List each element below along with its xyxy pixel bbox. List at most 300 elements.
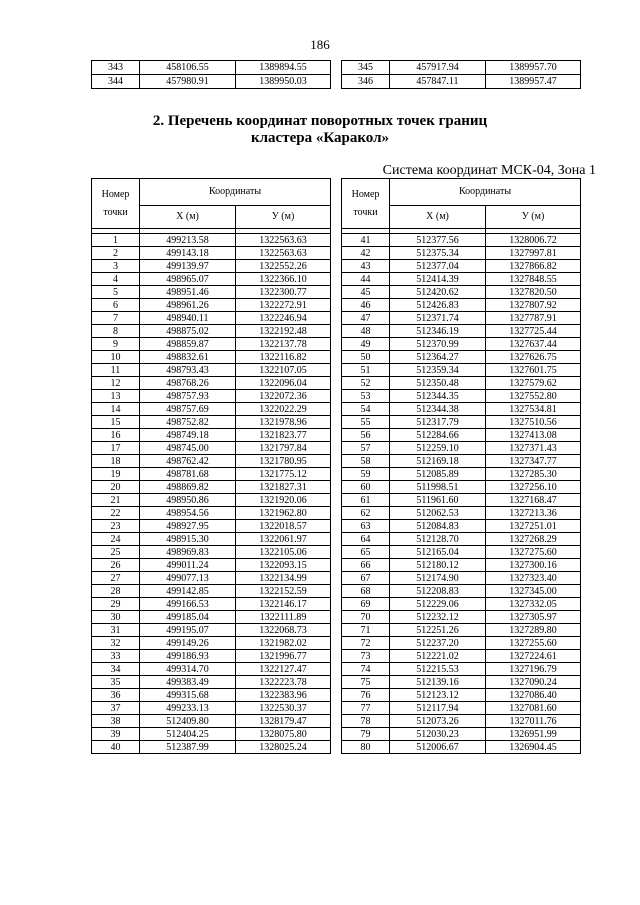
table-row	[92, 260, 331, 273]
point-number-cell: 69	[342, 598, 390, 611]
x-coordinate-cell: 512359.34	[390, 364, 486, 377]
point-number-cell: 32	[92, 637, 140, 650]
table-row	[92, 741, 331, 754]
x-coordinate-cell: 512259.10	[390, 442, 486, 455]
y-coordinate-cell: 1327081.60	[486, 702, 581, 715]
y-coordinate-cell: 1322116.82	[236, 351, 331, 364]
x-coordinate-cell: 512117.94	[390, 702, 486, 715]
point-number-cell: 27	[92, 572, 140, 585]
point-number-cell: 43	[342, 260, 390, 273]
table-row	[92, 286, 331, 299]
y-coordinate-cell: 1327787.91	[486, 312, 581, 325]
point-number-cell: 28	[92, 585, 140, 598]
x-coordinate-cell: 512139.16	[390, 676, 486, 689]
x-coordinate-cell: 498869.82	[140, 481, 236, 494]
table-row	[342, 429, 581, 442]
x-coordinate-cell: 512221.02	[390, 650, 486, 663]
x-coordinate-cell: 512215.53	[390, 663, 486, 676]
point-number-cell: 2	[92, 247, 140, 260]
x-coordinate-cell: 512251.26	[390, 624, 486, 637]
y-coordinate-cell: 1327347.77	[486, 455, 581, 468]
x-coordinate-cell: 499383.49	[140, 676, 236, 689]
point-number-cell: 71	[342, 624, 390, 637]
y-coordinate-cell: 1322530.37	[236, 702, 331, 715]
x-coordinate-cell: 512346.19	[390, 325, 486, 338]
table-row	[342, 585, 581, 598]
x-coordinate-cell: 498793.43	[140, 364, 236, 377]
table-row	[92, 494, 331, 507]
point-number-cell: 53	[342, 390, 390, 403]
x-coordinate-cell: 498745.00	[140, 442, 236, 455]
x-coordinate-cell: 499315.68	[140, 689, 236, 702]
table-row	[92, 585, 331, 598]
y-coordinate-cell: 1322383.96	[236, 689, 331, 702]
y-coordinate-cell: 1327285.30	[486, 468, 581, 481]
table-row	[342, 312, 581, 325]
point-number-cell: 4	[92, 273, 140, 286]
point-number-cell: 6	[92, 299, 140, 312]
point-number-cell: 21	[92, 494, 140, 507]
point-number-cell: 18	[92, 455, 140, 468]
table-row	[92, 676, 331, 689]
x-coordinate-cell: 512377.04	[390, 260, 486, 273]
table-row	[342, 260, 581, 273]
point-number-cell: 35	[92, 676, 140, 689]
document-title	[0, 113, 640, 147]
point-number-cell: 10	[92, 351, 140, 364]
point-number-cell: 74	[342, 663, 390, 676]
x-coordinate-cell: 512375.34	[390, 247, 486, 260]
table-row	[92, 637, 331, 650]
point-number-cell: 44	[342, 273, 390, 286]
header-number-line2: точки	[353, 206, 378, 218]
point-number-cell: 29	[92, 598, 140, 611]
point-number-cell: 346	[342, 75, 390, 89]
x-coordinate-cell: 512180.12	[390, 559, 486, 572]
point-number-cell: 7	[92, 312, 140, 325]
table-row	[342, 741, 581, 754]
point-number-cell: 45	[342, 286, 390, 299]
table-row	[342, 637, 581, 650]
point-number-cell: 55	[342, 416, 390, 429]
y-coordinate-cell: 1321823.77	[236, 429, 331, 442]
header-y: У (м)	[236, 206, 331, 229]
y-coordinate-cell: 1326904.45	[486, 741, 581, 754]
point-number-cell: 56	[342, 429, 390, 442]
y-coordinate-cell: 1321797.84	[236, 442, 331, 455]
header-coordinates: Координаты	[390, 179, 581, 206]
point-number-cell: 11	[92, 364, 140, 377]
point-number-cell: 62	[342, 507, 390, 520]
header-number	[342, 179, 390, 229]
title-line-2: кластера «Каракол»	[250, 130, 390, 146]
table-row	[92, 689, 331, 702]
x-coordinate-cell: 498927.95	[140, 520, 236, 533]
table-row	[92, 312, 331, 325]
table-row	[342, 61, 581, 75]
x-coordinate-cell: 512344.38	[390, 403, 486, 416]
table-row	[92, 481, 331, 494]
header-number	[92, 179, 140, 229]
x-coordinate-cell: 499143.18	[140, 247, 236, 260]
table-row	[92, 247, 331, 260]
y-coordinate-cell: 1322018.57	[236, 520, 331, 533]
point-number-cell: 76	[342, 689, 390, 702]
table-row	[342, 507, 581, 520]
table-row	[92, 390, 331, 403]
y-coordinate-cell: 1326951.99	[486, 728, 581, 741]
point-number-cell: 16	[92, 429, 140, 442]
x-coordinate-cell: 512284.66	[390, 429, 486, 442]
table-row	[342, 689, 581, 702]
table-row	[92, 507, 331, 520]
table-row	[92, 455, 331, 468]
table-row	[92, 598, 331, 611]
header-coordinates: Координаты	[140, 179, 331, 206]
x-coordinate-cell: 511998.51	[390, 481, 486, 494]
y-coordinate-cell: 1322272.91	[236, 299, 331, 312]
y-coordinate-cell: 1328025.24	[236, 741, 331, 754]
x-coordinate-cell: 512165.04	[390, 546, 486, 559]
page-number: 186	[310, 37, 330, 52]
y-coordinate-cell: 1328179.47	[236, 715, 331, 728]
table-row	[92, 572, 331, 585]
x-coordinate-cell: 512409.80	[140, 715, 236, 728]
point-number-cell: 39	[92, 728, 140, 741]
x-coordinate-cell: 498762.42	[140, 455, 236, 468]
point-number-cell: 9	[92, 338, 140, 351]
table-row	[342, 299, 581, 312]
x-coordinate-cell: 498859.87	[140, 338, 236, 351]
table-row	[342, 702, 581, 715]
table-row	[342, 520, 581, 533]
y-coordinate-cell: 1327413.08	[486, 429, 581, 442]
table-row	[92, 299, 331, 312]
point-number-cell: 77	[342, 702, 390, 715]
y-coordinate-cell: 1327305.97	[486, 611, 581, 624]
y-coordinate-cell: 1322146.17	[236, 598, 331, 611]
y-coordinate-cell: 1327820.50	[486, 286, 581, 299]
point-number-cell: 41	[342, 234, 390, 247]
y-coordinate-cell: 1322068.73	[236, 624, 331, 637]
table-row	[92, 325, 331, 338]
table-row	[92, 273, 331, 286]
point-number-cell: 26	[92, 559, 140, 572]
x-coordinate-cell: 498875.02	[140, 325, 236, 338]
header-x: X (м)	[140, 206, 236, 229]
table-row	[92, 715, 331, 728]
x-coordinate-cell: 512006.67	[390, 741, 486, 754]
x-coordinate-cell: 512317.79	[390, 416, 486, 429]
table-row	[342, 455, 581, 468]
point-number-cell: 38	[92, 715, 140, 728]
header-y: У (м)	[486, 206, 581, 229]
point-number-cell: 78	[342, 715, 390, 728]
y-coordinate-cell: 1322152.59	[236, 585, 331, 598]
y-coordinate-cell: 1327323.40	[486, 572, 581, 585]
coordinate-system-label: Система координат МСК-04, Зона 1	[382, 163, 596, 178]
y-coordinate-cell: 1321780.95	[236, 455, 331, 468]
y-coordinate-cell: 1327807.92	[486, 299, 581, 312]
point-number-cell: 79	[342, 728, 390, 741]
y-coordinate-cell: 1328006.72	[486, 234, 581, 247]
y-coordinate-cell: 1322072.36	[236, 390, 331, 403]
table-row	[342, 598, 581, 611]
x-coordinate-cell: 512350.48	[390, 377, 486, 390]
table-row	[92, 338, 331, 351]
header-number-line1: Номер	[351, 188, 380, 200]
point-number-cell: 66	[342, 559, 390, 572]
y-coordinate-cell: 1327086.40	[486, 689, 581, 702]
table-row	[342, 546, 581, 559]
table-row	[342, 559, 581, 572]
x-coordinate-cell: 457917.94	[390, 61, 486, 75]
y-coordinate-cell: 1389957.47	[486, 75, 581, 89]
x-coordinate-cell: 512364.27	[390, 351, 486, 364]
point-number-cell: 72	[342, 637, 390, 650]
table-row	[342, 650, 581, 663]
y-coordinate-cell: 1322096.04	[236, 377, 331, 390]
point-number-cell: 48	[342, 325, 390, 338]
x-coordinate-cell: 498965.07	[140, 273, 236, 286]
table-row	[342, 676, 581, 689]
point-number-cell: 345	[342, 61, 390, 75]
table-row	[342, 390, 581, 403]
y-coordinate-cell: 1321827.31	[236, 481, 331, 494]
table-row	[92, 611, 331, 624]
x-coordinate-cell: 512420.62	[390, 286, 486, 299]
y-coordinate-cell: 1327552.80	[486, 390, 581, 403]
y-coordinate-cell: 1322563.63	[236, 234, 331, 247]
point-number-cell: 49	[342, 338, 390, 351]
y-coordinate-cell: 1322366.10	[236, 273, 331, 286]
y-coordinate-cell: 1327510.56	[486, 416, 581, 429]
point-number-cell: 65	[342, 546, 390, 559]
table-row	[342, 715, 581, 728]
x-coordinate-cell: 512232.12	[390, 611, 486, 624]
x-coordinate-cell: 512229.06	[390, 598, 486, 611]
y-coordinate-cell: 1321920.06	[236, 494, 331, 507]
y-coordinate-cell: 1321996.77	[236, 650, 331, 663]
point-number-cell: 23	[92, 520, 140, 533]
table-row	[92, 403, 331, 416]
x-coordinate-cell: 498951.46	[140, 286, 236, 299]
y-coordinate-cell: 1322137.78	[236, 338, 331, 351]
y-coordinate-cell: 1327251.01	[486, 520, 581, 533]
y-coordinate-cell: 1327300.16	[486, 559, 581, 572]
point-number-cell: 64	[342, 533, 390, 546]
x-coordinate-cell: 498969.83	[140, 546, 236, 559]
coordinates-table-right	[341, 178, 581, 754]
y-coordinate-cell: 1327725.44	[486, 325, 581, 338]
point-number-cell: 344	[92, 75, 140, 89]
point-number-cell: 37	[92, 702, 140, 715]
table-row	[342, 351, 581, 364]
x-coordinate-cell: 512169.18	[390, 455, 486, 468]
y-coordinate-cell: 1322107.05	[236, 364, 331, 377]
point-number-cell: 24	[92, 533, 140, 546]
x-coordinate-cell: 512404.25	[140, 728, 236, 741]
y-coordinate-cell: 1327848.55	[486, 273, 581, 286]
x-coordinate-cell: 512174.90	[390, 572, 486, 585]
x-coordinate-cell: 499314.70	[140, 663, 236, 676]
table-row	[92, 364, 331, 377]
point-number-cell: 60	[342, 481, 390, 494]
x-coordinate-cell: 512387.99	[140, 741, 236, 754]
y-coordinate-cell: 1322134.99	[236, 572, 331, 585]
y-coordinate-cell: 1327275.60	[486, 546, 581, 559]
table-row	[92, 559, 331, 572]
x-coordinate-cell: 512426.83	[390, 299, 486, 312]
point-number-cell: 67	[342, 572, 390, 585]
x-coordinate-cell: 498915.30	[140, 533, 236, 546]
y-coordinate-cell: 1321978.96	[236, 416, 331, 429]
x-coordinate-cell: 499149.26	[140, 637, 236, 650]
y-coordinate-cell: 1327626.75	[486, 351, 581, 364]
top-table-left	[91, 60, 331, 89]
table-row	[92, 442, 331, 455]
point-number-cell: 22	[92, 507, 140, 520]
header-number-line2: точки	[103, 206, 128, 218]
y-coordinate-cell: 1322093.15	[236, 559, 331, 572]
point-number-cell: 33	[92, 650, 140, 663]
y-coordinate-cell: 1389957.70	[486, 61, 581, 75]
y-coordinate-cell: 1389950.03	[236, 75, 331, 89]
y-coordinate-cell: 1322563.63	[236, 247, 331, 260]
table-row	[342, 273, 581, 286]
y-coordinate-cell: 1321775.12	[236, 468, 331, 481]
point-number-cell: 59	[342, 468, 390, 481]
table-row	[92, 533, 331, 546]
x-coordinate-cell: 457847.11	[390, 75, 486, 89]
table-row	[92, 416, 331, 429]
x-coordinate-cell: 498832.61	[140, 351, 236, 364]
y-coordinate-cell: 1322192.48	[236, 325, 331, 338]
x-coordinate-cell: 498940.11	[140, 312, 236, 325]
header-x: X (м)	[390, 206, 486, 229]
x-coordinate-cell: 498752.82	[140, 416, 236, 429]
x-coordinate-cell: 512128.70	[390, 533, 486, 546]
x-coordinate-cell: 498961.26	[140, 299, 236, 312]
point-number-cell: 52	[342, 377, 390, 390]
x-coordinate-cell: 512085.89	[390, 468, 486, 481]
y-coordinate-cell: 1328075.80	[236, 728, 331, 741]
x-coordinate-cell: 499195.07	[140, 624, 236, 637]
point-number-cell: 20	[92, 481, 140, 494]
point-number-cell: 36	[92, 689, 140, 702]
point-number-cell: 14	[92, 403, 140, 416]
title-line-1: 2. Перечень координат поворотных точек границ	[152, 113, 488, 129]
point-number-cell: 63	[342, 520, 390, 533]
table-row	[92, 351, 331, 364]
y-coordinate-cell: 1322111.89	[236, 611, 331, 624]
table-row	[342, 377, 581, 390]
header-number-line1: Номер	[101, 188, 130, 200]
point-number-cell: 46	[342, 299, 390, 312]
table-row	[342, 286, 581, 299]
point-number-cell: 12	[92, 377, 140, 390]
point-number-cell: 47	[342, 312, 390, 325]
x-coordinate-cell: 498757.69	[140, 403, 236, 416]
point-number-cell: 70	[342, 611, 390, 624]
point-number-cell: 3	[92, 260, 140, 273]
table-row	[342, 533, 581, 546]
y-coordinate-cell: 1327011.76	[486, 715, 581, 728]
top-table-right	[341, 60, 581, 89]
y-coordinate-cell: 1327637.44	[486, 338, 581, 351]
y-coordinate-cell: 1322552.26	[236, 260, 331, 273]
x-coordinate-cell: 512414.39	[390, 273, 486, 286]
x-coordinate-cell: 512073.26	[390, 715, 486, 728]
point-number-cell: 75	[342, 676, 390, 689]
x-coordinate-cell: 511961.60	[390, 494, 486, 507]
x-coordinate-cell: 499213.58	[140, 234, 236, 247]
point-number-cell: 61	[342, 494, 390, 507]
y-coordinate-cell: 1322300.77	[236, 286, 331, 299]
x-coordinate-cell: 512237.20	[390, 637, 486, 650]
point-number-cell: 5	[92, 286, 140, 299]
table-row	[342, 416, 581, 429]
x-coordinate-cell: 512084.83	[390, 520, 486, 533]
x-coordinate-cell: 512030.23	[390, 728, 486, 741]
x-coordinate-cell: 499185.04	[140, 611, 236, 624]
table-row	[342, 663, 581, 676]
table-row	[342, 572, 581, 585]
y-coordinate-cell: 1389894.55	[236, 61, 331, 75]
point-number-cell: 50	[342, 351, 390, 364]
y-coordinate-cell: 1322127.47	[236, 663, 331, 676]
y-coordinate-cell: 1321962.80	[236, 507, 331, 520]
y-coordinate-cell: 1327345.00	[486, 585, 581, 598]
y-coordinate-cell: 1327256.10	[486, 481, 581, 494]
x-coordinate-cell: 512208.83	[390, 585, 486, 598]
y-coordinate-cell: 1327224.61	[486, 650, 581, 663]
y-coordinate-cell: 1322246.94	[236, 312, 331, 325]
table-row	[342, 611, 581, 624]
y-coordinate-cell: 1327601.75	[486, 364, 581, 377]
point-number-cell: 42	[342, 247, 390, 260]
table-row	[342, 338, 581, 351]
x-coordinate-cell: 499142.85	[140, 585, 236, 598]
point-number-cell: 15	[92, 416, 140, 429]
x-coordinate-cell: 499139.97	[140, 260, 236, 273]
table-row	[92, 377, 331, 390]
x-coordinate-cell: 512062.53	[390, 507, 486, 520]
y-coordinate-cell: 1327090.24	[486, 676, 581, 689]
y-coordinate-cell: 1327866.82	[486, 260, 581, 273]
x-coordinate-cell: 498950.86	[140, 494, 236, 507]
y-coordinate-cell: 1322022.29	[236, 403, 331, 416]
point-number-cell: 73	[342, 650, 390, 663]
table-row	[92, 520, 331, 533]
table-row	[342, 364, 581, 377]
y-coordinate-cell: 1322105.06	[236, 546, 331, 559]
table-row	[342, 442, 581, 455]
table-row	[342, 403, 581, 416]
table-row	[342, 234, 581, 247]
x-coordinate-cell: 498749.18	[140, 429, 236, 442]
table-row	[92, 429, 331, 442]
y-coordinate-cell: 1327168.47	[486, 494, 581, 507]
x-coordinate-cell: 512377.56	[390, 234, 486, 247]
x-coordinate-cell: 512370.99	[390, 338, 486, 351]
point-number-cell: 19	[92, 468, 140, 481]
y-coordinate-cell: 1327371.43	[486, 442, 581, 455]
table-row	[92, 61, 331, 75]
point-number-cell: 57	[342, 442, 390, 455]
x-coordinate-cell: 498757.93	[140, 390, 236, 403]
table-row	[92, 624, 331, 637]
